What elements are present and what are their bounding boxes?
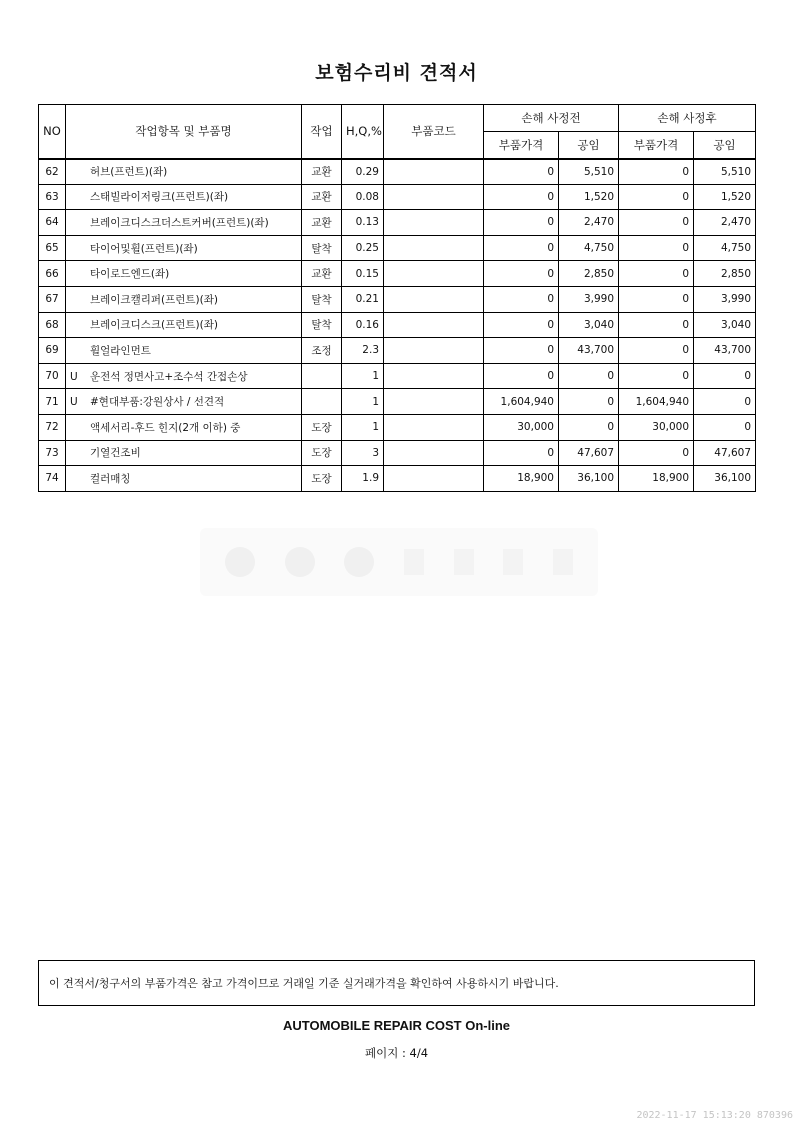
row-work: 교환 (302, 184, 342, 210)
row-before-labor: 0 (559, 363, 619, 389)
table-row (39, 312, 756, 338)
row-name: 타이로드엔드(좌) (90, 268, 170, 281)
row-item (66, 466, 302, 492)
estimate-table (38, 104, 756, 492)
header-before-adjustment: 손해 사정전 (484, 105, 619, 132)
footer-title: AUTOMOBILE REPAIR COST On-line (282, 1018, 511, 1033)
row-before-part-price: 0 (484, 286, 559, 312)
row-hq: 0.16 (342, 312, 384, 338)
row-work: 조정 (302, 338, 342, 364)
row-after-labor: 0 (694, 363, 756, 389)
row-no: 66 (39, 261, 66, 287)
row-before-part-price: 0 (484, 159, 559, 185)
row-no: 63 (39, 184, 66, 210)
table-row (39, 440, 756, 466)
row-name: 휠얼라인먼트 (90, 344, 151, 357)
row-item (66, 440, 302, 466)
row-item (66, 312, 302, 338)
table-row (39, 466, 756, 492)
row-name: #현대부품:강원상사 / 선견적 (90, 396, 225, 409)
row-before-labor: 0 (559, 389, 619, 415)
row-hq: 0.15 (342, 261, 384, 287)
row-hq: 1.9 (342, 466, 384, 492)
row-before-labor: 2,470 (559, 210, 619, 236)
table-row (39, 286, 756, 312)
row-part-code (384, 338, 484, 364)
header-no: NO (39, 105, 66, 159)
row-no: 67 (39, 286, 66, 312)
row-item (66, 159, 302, 185)
row-after-labor: 3,990 (694, 286, 756, 312)
row-part-code (384, 440, 484, 466)
row-part-code (384, 184, 484, 210)
row-hq: 0.25 (342, 235, 384, 261)
table-row (39, 338, 756, 364)
row-no: 65 (39, 235, 66, 261)
row-name: 컬러매칭 (90, 472, 131, 485)
row-before-part-price: 0 (484, 440, 559, 466)
row-work: 교환 (302, 261, 342, 287)
row-no: 69 (39, 338, 66, 364)
table-row (39, 184, 756, 210)
notice-text: 이 견적서/청구서의 부품가격은 참고 가격이므로 거래일 기준 실거래가격을 확인하여 사용하시기 바랍니다. (49, 977, 559, 990)
row-name: 기열건조비 (90, 447, 141, 460)
row-part-code (384, 312, 484, 338)
row-after-part-price: 0 (619, 159, 694, 185)
row-before-labor: 0 (559, 414, 619, 440)
print-timestamp: 2022-11-17 15:13:20 870396 (636, 1110, 793, 1121)
row-part-code (384, 414, 484, 440)
row-work: 교환 (302, 159, 342, 185)
row-work: 탈착 (302, 286, 342, 312)
row-work: 도장 (302, 466, 342, 492)
header-hq: H,Q,% (342, 105, 384, 159)
row-item (66, 286, 302, 312)
table-row (39, 261, 756, 287)
row-work: 도장 (302, 440, 342, 466)
row-part-code (384, 389, 484, 415)
row-after-part-price: 1,604,940 (619, 389, 694, 415)
row-work (302, 389, 342, 415)
row-item (66, 210, 302, 236)
header-after-labor: 공임 (694, 132, 756, 159)
row-after-part-price: 18,900 (619, 466, 694, 492)
row-after-part-price: 0 (619, 440, 694, 466)
row-name: 타이어및휠(프런트)(좌) (90, 242, 198, 255)
row-name: 허브(프런트)(좌) (90, 166, 168, 179)
row-no: 68 (39, 312, 66, 338)
row-part-code (384, 363, 484, 389)
row-work: 도장 (302, 414, 342, 440)
row-after-labor: 2,470 (694, 210, 756, 236)
row-after-labor: 0 (694, 389, 756, 415)
row-no: 71 (39, 389, 66, 415)
row-no: 64 (39, 210, 66, 236)
header-work: 작업 (302, 105, 342, 159)
row-hq: 0.29 (342, 159, 384, 185)
row-item (66, 184, 302, 210)
row-after-labor: 2,850 (694, 261, 756, 287)
row-part-code (384, 286, 484, 312)
row-work: 탈착 (302, 235, 342, 261)
table-row (39, 363, 756, 389)
row-name: 액세서리-후드 힌지(2개 이하) 중 (90, 421, 241, 434)
row-name: 브레이크디스크더스트커버(프런트)(좌) (90, 216, 269, 229)
row-after-part-price: 30,000 (619, 414, 694, 440)
row-before-labor: 4,750 (559, 235, 619, 261)
row-after-part-price: 0 (619, 363, 694, 389)
row-item (66, 261, 302, 287)
row-no: 62 (39, 159, 66, 185)
row-after-part-price: 0 (619, 261, 694, 287)
row-hq: 1 (342, 389, 384, 415)
page-number: 페이지 : 4/4 (364, 1046, 429, 1060)
row-after-part-price: 0 (619, 235, 694, 261)
row-after-labor: 5,510 (694, 159, 756, 185)
row-after-labor: 3,040 (694, 312, 756, 338)
row-name: 브레이크디스크(프런트)(좌) (90, 319, 218, 332)
row-before-part-price: 0 (484, 210, 559, 236)
row-before-labor: 2,850 (559, 261, 619, 287)
row-part-code (384, 159, 484, 185)
row-part-code (384, 261, 484, 287)
row-hq: 0.21 (342, 286, 384, 312)
row-before-part-price: 0 (484, 261, 559, 287)
watermark-logo (200, 528, 598, 596)
row-before-part-price: 30,000 (484, 414, 559, 440)
row-before-part-price: 18,900 (484, 466, 559, 492)
row-part-code (384, 466, 484, 492)
row-hq: 0.08 (342, 184, 384, 210)
row-before-part-price: 0 (484, 235, 559, 261)
row-before-part-price: 0 (484, 338, 559, 364)
row-after-labor: 47,607 (694, 440, 756, 466)
row-before-labor: 43,700 (559, 338, 619, 364)
row-before-part-price: 1,604,940 (484, 389, 559, 415)
header-before-labor: 공임 (559, 132, 619, 159)
document-title: 보험수리비 견적서 (315, 62, 478, 84)
row-before-labor: 1,520 (559, 184, 619, 210)
row-after-part-price: 0 (619, 210, 694, 236)
header-after-adjustment: 손해 사정후 (619, 105, 756, 132)
row-flag: U (70, 370, 78, 383)
row-after-labor: 1,520 (694, 184, 756, 210)
table-row (39, 414, 756, 440)
price-notice (38, 960, 755, 1006)
header-before-part-price: 부품가격 (484, 132, 559, 159)
row-after-part-price: 0 (619, 312, 694, 338)
row-after-labor: 43,700 (694, 338, 756, 364)
row-hq: 1 (342, 414, 384, 440)
row-hq: 3 (342, 440, 384, 466)
table-row (39, 389, 756, 415)
row-before-part-price: 0 (484, 363, 559, 389)
row-no: 70 (39, 363, 66, 389)
row-item (66, 363, 302, 389)
row-no: 73 (39, 440, 66, 466)
row-hq: 1 (342, 363, 384, 389)
row-work: 탈착 (302, 312, 342, 338)
row-part-code (384, 235, 484, 261)
row-after-labor: 4,750 (694, 235, 756, 261)
row-work (302, 363, 342, 389)
row-name: 스태빌라이저링크(프런트)(좌) (90, 191, 229, 204)
row-before-labor: 3,040 (559, 312, 619, 338)
header-item: 작업항목 및 부품명 (66, 105, 302, 159)
table-row (39, 210, 756, 236)
header-after-part-price: 부품가격 (619, 132, 694, 159)
row-item (66, 389, 302, 415)
row-flag: U (70, 396, 78, 409)
row-hq: 0.13 (342, 210, 384, 236)
row-before-part-price: 0 (484, 312, 559, 338)
row-no: 72 (39, 414, 66, 440)
row-item (66, 338, 302, 364)
row-name: 운전석 정면사고+조수석 간접손상 (90, 370, 248, 383)
table-row (39, 235, 756, 261)
row-name: 브레이크캘리퍼(프런트)(좌) (90, 293, 218, 306)
row-before-labor: 36,100 (559, 466, 619, 492)
row-after-part-price: 0 (619, 184, 694, 210)
row-part-code (384, 210, 484, 236)
row-after-part-price: 0 (619, 286, 694, 312)
row-after-part-price: 0 (619, 338, 694, 364)
row-item (66, 414, 302, 440)
row-no: 74 (39, 466, 66, 492)
row-work: 교환 (302, 210, 342, 236)
row-before-labor: 3,990 (559, 286, 619, 312)
row-before-labor: 47,607 (559, 440, 619, 466)
table-row (39, 159, 756, 185)
row-before-part-price: 0 (484, 184, 559, 210)
row-after-labor: 36,100 (694, 466, 756, 492)
header-part-code: 부품코드 (384, 105, 484, 159)
row-item (66, 235, 302, 261)
row-hq: 2.3 (342, 338, 384, 364)
row-before-labor: 5,510 (559, 159, 619, 185)
row-after-labor: 0 (694, 414, 756, 440)
